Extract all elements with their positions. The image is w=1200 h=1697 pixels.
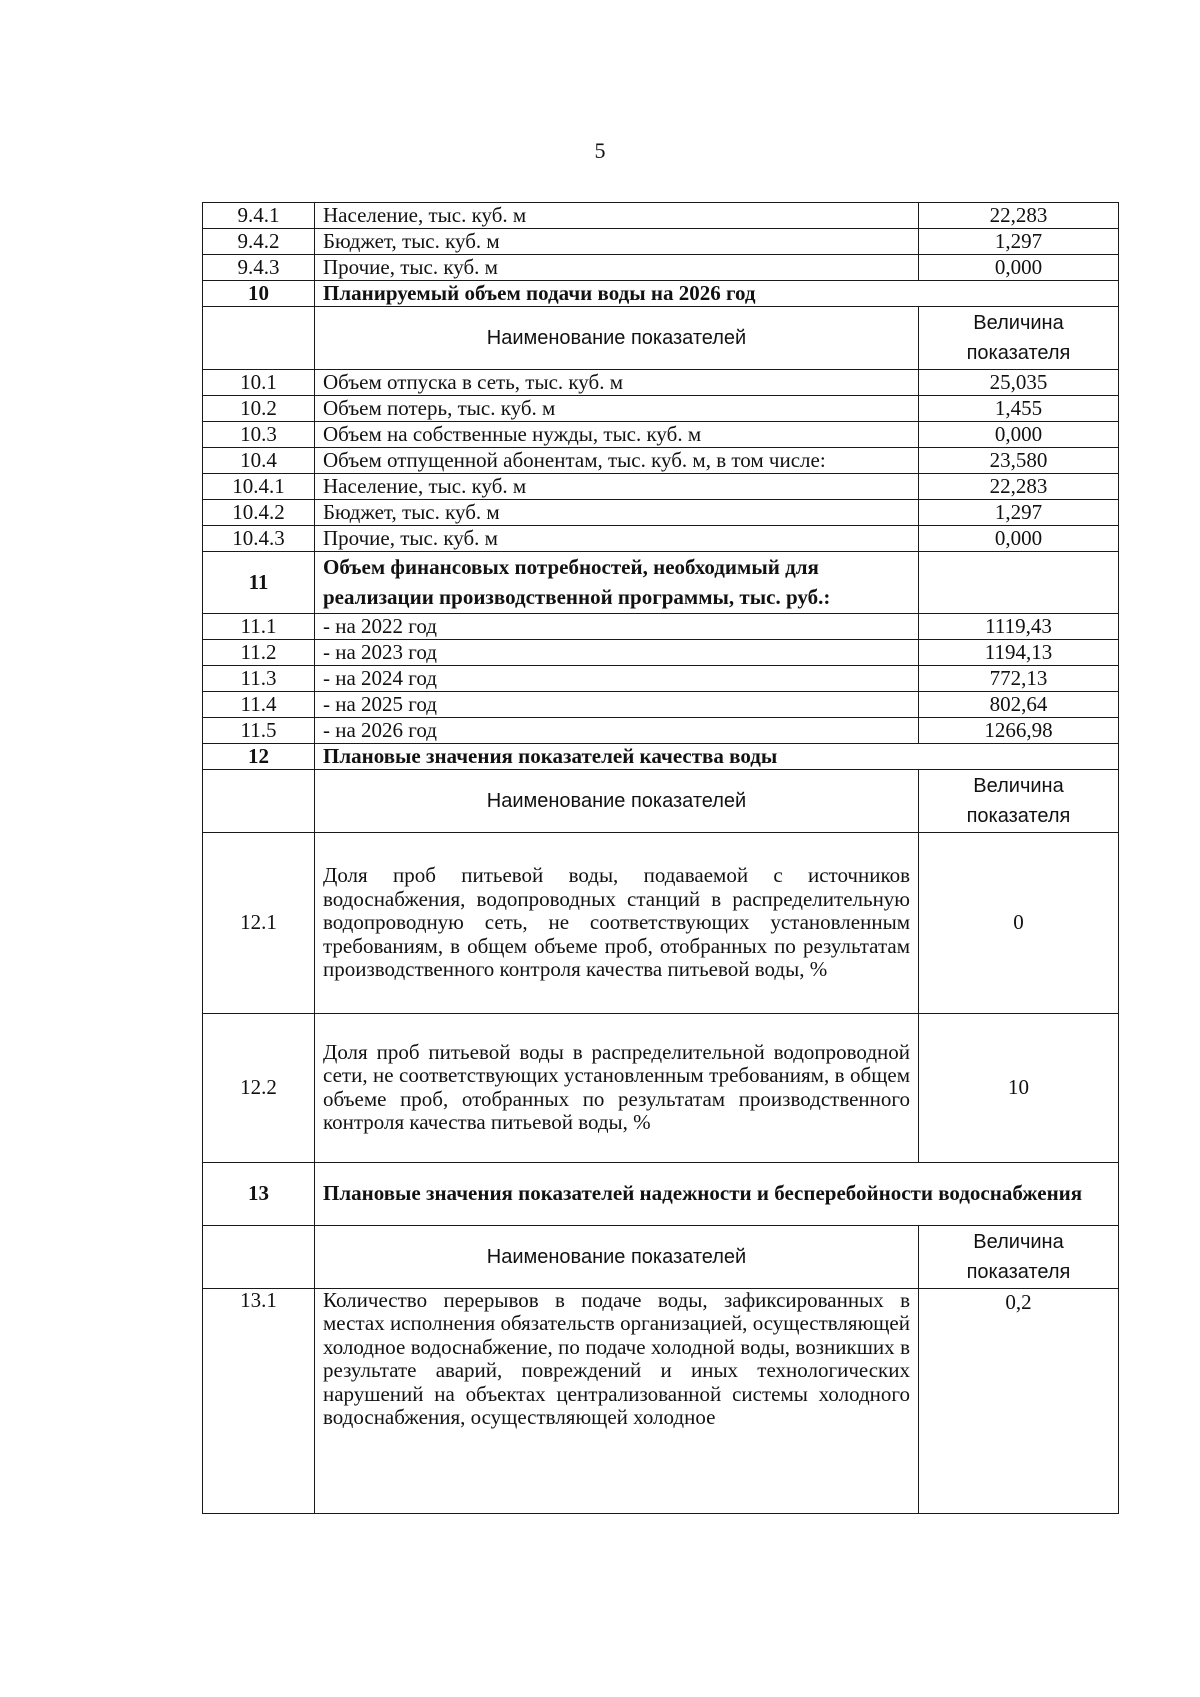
table-row [203,255,1119,281]
empty-header-cell [203,769,315,832]
row-value: 22,283 [919,203,1119,229]
row-number: 12.1 [203,832,315,1013]
table-row [203,613,1119,639]
table-row [203,474,1119,500]
row-name: Население, тыс. куб. м [315,474,919,500]
row-number: 11.3 [203,665,315,691]
row-value: 1119,43 [919,613,1119,639]
section-title: Объем финансовых потребностей, необходимый для реализации производственной программы, тыс. руб.: [315,552,919,614]
row-name: - на 2023 год [315,639,919,665]
row-value: 1,297 [919,229,1119,255]
column-header-value: Величина показателя [919,769,1119,832]
row-number: 10.3 [203,422,315,448]
section-title: Плановые значения показателей качества воды [315,743,1119,769]
column-header-name: Наименование показателей [315,307,919,370]
row-value: 22,283 [919,474,1119,500]
row-name: Доля проб питьевой воды в распределительной водопроводной сети, не соответствующих установленным требованиям, в общем объеме проб, отобранных по результатам производственного контроля качества питьевой воды, % [315,1013,919,1162]
row-value: 23,580 [919,448,1119,474]
column-header-value: Величина показателя [919,1225,1119,1288]
table-row [203,396,1119,422]
row-value: 1266,98 [919,717,1119,743]
empty-header-cell [203,1225,315,1288]
table-row [203,229,1119,255]
row-name: Население, тыс. куб. м [315,203,919,229]
row-name: Доля проб питьевой воды, подаваемой с источников водоснабжения, водопроводных станций в распределительную водопроводную сеть, не соответствующих установленным требованиям, в общем объеме проб, отобранных по результатам производственного контроля качества питьевой воды, % [315,832,919,1013]
row-name: - на 2026 год [315,717,919,743]
row-value: 0,2 [919,1288,1119,1513]
table-row [203,422,1119,448]
row-number: 10.4 [203,448,315,474]
row-name: Прочие, тыс. куб. м [315,526,919,552]
row-value: 0,000 [919,526,1119,552]
row-name: Объем потерь, тыс. куб. м [315,396,919,422]
row-value: 10 [919,1013,1119,1162]
column-header-value: Величина показателя [919,307,1119,370]
indicators-table [202,202,1119,1514]
row-number: 9.4.3 [203,255,315,281]
section-number: 11 [203,552,315,614]
table-row [203,500,1119,526]
row-name: Объем отпущенной абонентам, тыс. куб. м, в том числе: [315,448,919,474]
row-value: 802,64 [919,691,1119,717]
page-number: 5 [594,138,606,163]
section-number: 13 [203,1162,315,1225]
row-number: 12.2 [203,1013,315,1162]
table-row [203,1288,1119,1513]
table-row [203,717,1119,743]
row-value: 1194,13 [919,639,1119,665]
row-name: Объем отпуска в сеть, тыс. куб. м [315,370,919,396]
row-value: 0,000 [919,255,1119,281]
row-value: 25,035 [919,370,1119,396]
row-number: 13.1 [203,1288,315,1513]
table-row [203,448,1119,474]
row-name: Бюджет, тыс. куб. м [315,229,919,255]
table-row [203,639,1119,665]
table-row [203,665,1119,691]
section-header-row [203,743,1119,769]
empty-value-cell [919,552,1119,614]
column-header-name: Наименование показателей [315,769,919,832]
table-row [203,526,1119,552]
section-title: Планируемый объем подачи воды на 2026 год [315,281,1119,307]
section-number: 10 [203,281,315,307]
section-title: Плановые значения показателей надежности и бесперебойности водоснабжения [315,1162,1119,1225]
row-number: 10.2 [203,396,315,422]
row-name: - на 2024 год [315,665,919,691]
row-name: - на 2022 год [315,613,919,639]
row-number: 10.4.1 [203,474,315,500]
row-number: 9.4.2 [203,229,315,255]
table-row [203,832,1119,1013]
row-number: 10.4.3 [203,526,315,552]
row-number: 11.5 [203,717,315,743]
row-name: Объем на собственные нужды, тыс. куб. м [315,422,919,448]
table-row [203,1013,1119,1162]
row-value: 1,455 [919,396,1119,422]
column-header-name: Наименование показателей [315,1225,919,1288]
row-number: 11.4 [203,691,315,717]
section-header-row [203,552,1119,614]
row-value: 772,13 [919,665,1119,691]
section-header-row [203,281,1119,307]
empty-header-cell [203,307,315,370]
row-number: 9.4.1 [203,203,315,229]
row-name: Бюджет, тыс. куб. м [315,500,919,526]
table-row [203,370,1119,396]
row-number: 11.1 [203,613,315,639]
row-value: 1,297 [919,500,1119,526]
row-number: 10.1 [203,370,315,396]
row-name: Количество перерывов в подаче воды, зафиксированных в местах исполнения обязательств организацией, осуществляющей холодное водоснабжение, по подаче холодной воды, возникших в результате аварий, повреждений и иных технологических нарушений на объектах централизованной системы холодного водоснабжения, осуществляющей холодное [315,1288,919,1513]
row-number: 10.4.2 [203,500,315,526]
row-value: 0,000 [919,422,1119,448]
row-number: 11.2 [203,639,315,665]
section-header-row [203,1162,1119,1225]
row-name: Прочие, тыс. куб. м [315,255,919,281]
section-number: 12 [203,743,315,769]
row-value: 0 [919,832,1119,1013]
column-header-row [203,769,1119,832]
row-name: - на 2025 год [315,691,919,717]
column-header-row [203,1225,1119,1288]
column-header-row [203,307,1119,370]
table-row [203,691,1119,717]
table-row [203,203,1119,229]
